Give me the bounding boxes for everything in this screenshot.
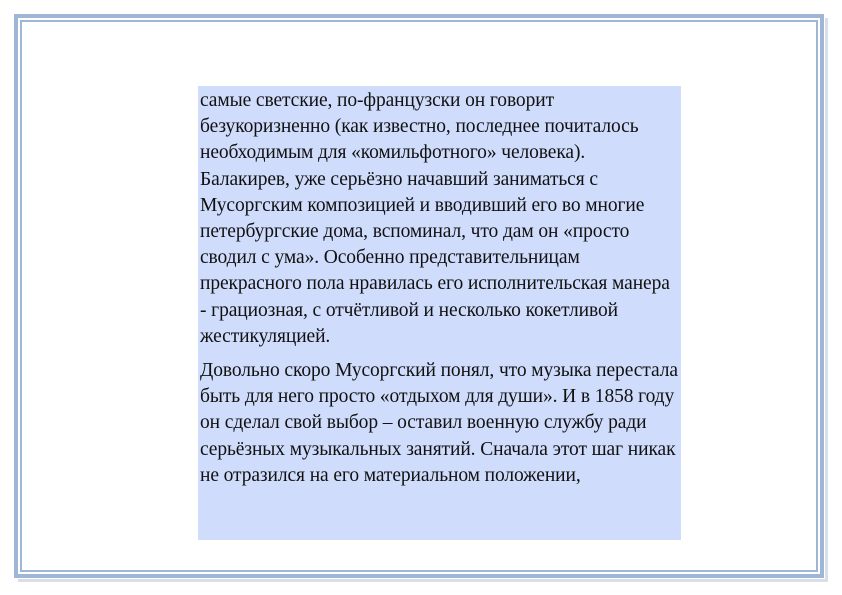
paragraph-2: Довольно скоро Мусоргский понял, что музыка перестала быть для него просто «отдыхом для души». И в 1858 году он сделал свой выбор – оставил военную службу ради серьёзных музыкальных занятий. Сначала этот шаг никак не отразился на его материальном положении, (200, 360, 678, 486)
paragraph-1: самые светские, по-французски он говорит безукоризненно (как известно, последнее почиталось необходимым для «комильфотного» человека). Балакирев, уже серьёзно начавший заниматься с Мусоргским композицией и вводивший его во многие петербургские дома, вспоминал, что дам он «просто сводил с ума». Особенно представительницам прекрасного пола нравилась его исполнительская манера - грациозная, с отчётливой и несколько кокетливой жестикуляцией. (200, 90, 670, 347)
text-box (198, 86, 681, 540)
